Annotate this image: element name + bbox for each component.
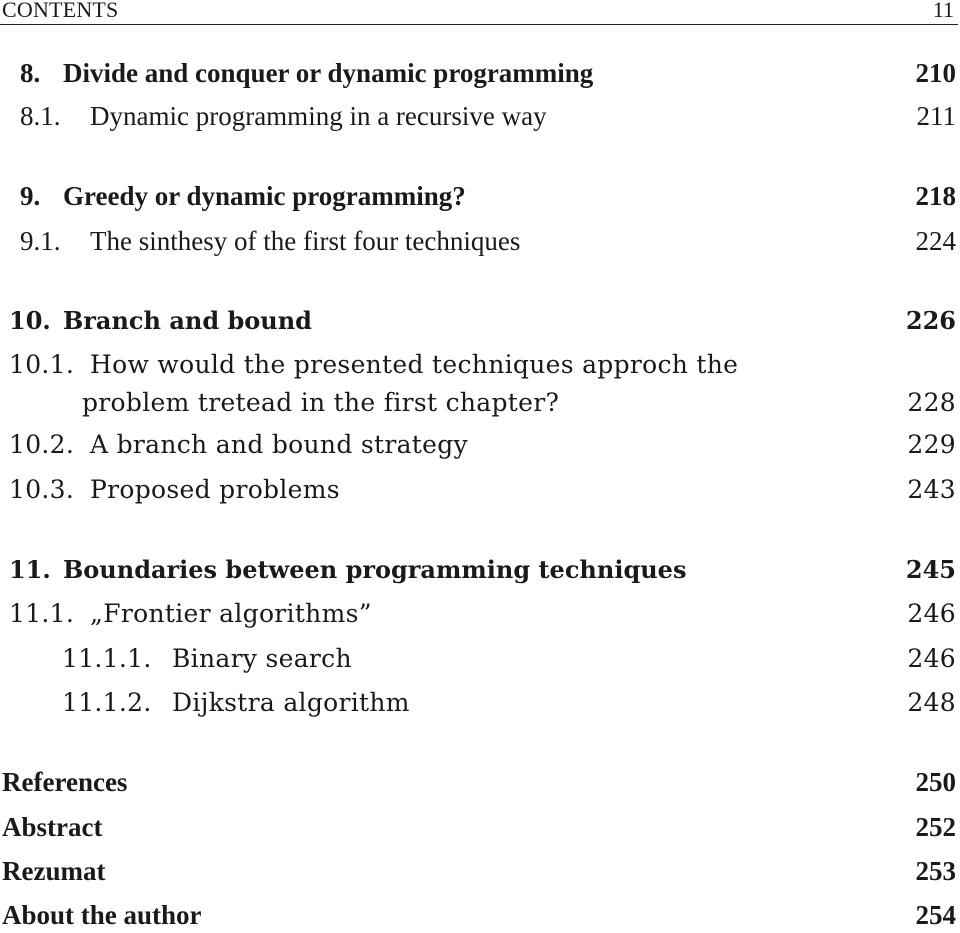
toc-title: Abstract <box>2 812 103 842</box>
toc-number: 10.2. <box>9 430 75 459</box>
toc-page: 243 <box>907 475 956 504</box>
toc-title: „Frontier algorithms” <box>90 599 372 628</box>
toc-page: 229 <box>907 430 956 459</box>
toc-number: 10.3. <box>9 475 75 504</box>
toc-section-10-3[interactable] <box>0 472 958 508</box>
toc-number: 8. <box>20 58 41 88</box>
toc-page: 253 <box>915 856 956 886</box>
toc-section-8-1[interactable] <box>0 98 958 134</box>
toc-chapter-8[interactable] <box>0 55 958 91</box>
toc-section-11-1[interactable] <box>0 596 958 632</box>
toc-title: How would the presented techniques approch the <box>90 350 739 379</box>
toc-title: Rezumat <box>2 856 106 886</box>
toc-title-continuation: problem tretead in the first chapter? <box>82 388 560 417</box>
toc-title: Binary search <box>172 644 352 673</box>
toc-title: Boundaries between programming techniques <box>63 555 687 584</box>
toc-title: Dynamic programming in a recursive way <box>90 101 547 131</box>
toc-title: Branch and bound <box>63 306 312 335</box>
toc-chapter-9[interactable] <box>0 178 958 214</box>
toc-page: 246 <box>907 599 956 628</box>
toc-page: 226 <box>905 306 956 335</box>
toc-references[interactable] <box>0 764 958 800</box>
toc-page: 218 <box>915 181 956 211</box>
running-head-page-number: 11 <box>932 0 954 22</box>
toc-title: A branch and bound strategy <box>90 430 468 459</box>
toc-number: 11.1.1. <box>62 644 152 673</box>
toc-page: 211 <box>916 101 956 131</box>
toc-section-10-1[interactable] <box>0 347 958 383</box>
toc-number: 11. <box>9 555 51 584</box>
toc-title: Greedy or dynamic programming? <box>63 181 466 211</box>
toc-chapter-10[interactable] <box>0 303 958 339</box>
toc-subsection-11-1-1[interactable] <box>0 641 958 677</box>
toc-page: 254 <box>915 900 956 930</box>
toc-page: 252 <box>915 812 956 842</box>
toc-page: 250 <box>915 767 956 797</box>
toc-section-9-1[interactable] <box>0 223 958 259</box>
toc-page: 224 <box>915 226 956 256</box>
toc-page: 245 <box>905 555 956 584</box>
toc-page: 228 <box>907 388 956 417</box>
toc-number: 10.1. <box>9 350 75 379</box>
toc-number: 11.1.2. <box>62 688 152 717</box>
toc-number: 10. <box>9 306 51 335</box>
toc-number: 11.1. <box>9 599 75 628</box>
toc-abstract[interactable] <box>0 809 958 845</box>
toc-title: Divide and conquer or dynamic programming <box>63 58 594 88</box>
toc-rezumat[interactable] <box>0 853 958 889</box>
toc-page: 246 <box>907 644 956 673</box>
toc-page: 248 <box>907 688 956 717</box>
toc-subsection-11-1-2[interactable] <box>0 685 958 721</box>
toc-number: 9.1. <box>20 226 61 256</box>
toc-title: Proposed problems <box>90 475 340 504</box>
toc-number: 9. <box>20 181 41 211</box>
toc-section-10-1-continued[interactable] <box>0 385 958 421</box>
toc-title: Dijkstra algorithm <box>172 688 410 717</box>
toc-chapter-11[interactable] <box>0 552 958 588</box>
toc-page: 210 <box>915 58 956 88</box>
running-head <box>0 0 958 25</box>
toc-title: About the author <box>2 900 202 930</box>
toc-title: References <box>2 767 128 797</box>
toc-section-10-2[interactable] <box>0 427 958 463</box>
toc-title: The sinthesy of the first four techniques <box>90 226 521 256</box>
toc-number: 8.1. <box>20 101 61 131</box>
running-head-title: CONTENTS <box>2 0 119 22</box>
